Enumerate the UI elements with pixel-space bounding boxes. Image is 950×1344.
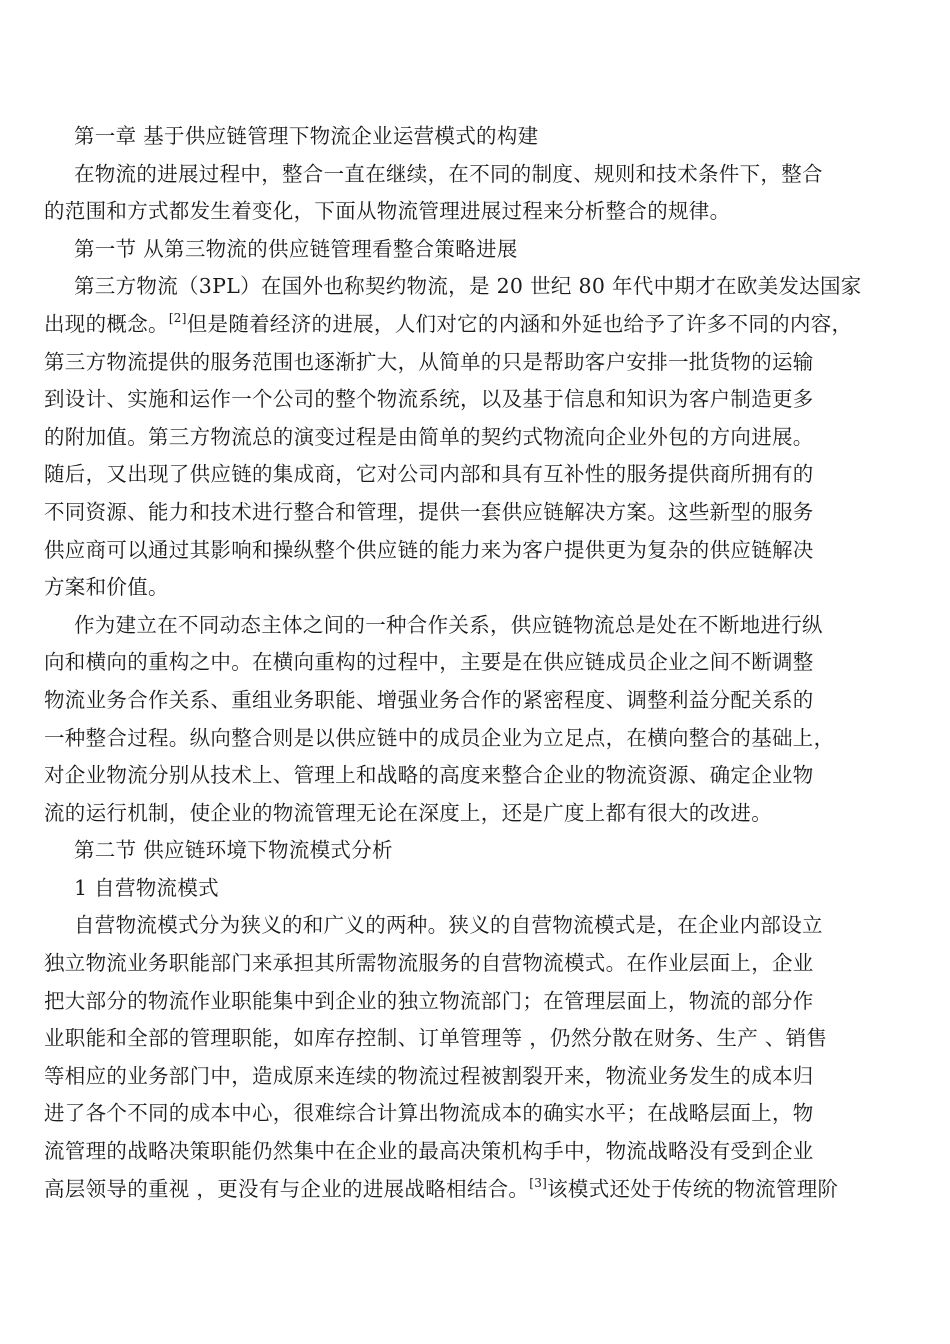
text-line xyxy=(44,870,914,908)
citation-marker: [3] xyxy=(529,1175,548,1190)
line-text: 进了各个不同的成本中心，很难综合计算出物流成本的确实水平；在战略层面上，物 xyxy=(44,1101,814,1126)
line-text: 对企业物流分别从技术上、管理上和战略的高度来整合企业的物流资源、确定企业物 xyxy=(44,763,814,788)
text-line xyxy=(44,607,914,645)
text-line xyxy=(44,569,914,607)
text-line xyxy=(44,1095,914,1133)
line-text: 向和横向的重构之中。在横向重构的过程中，主要是在供应链成员企业之间不断调整 xyxy=(44,650,814,675)
text-line xyxy=(44,156,914,194)
line-text: 第一章 基于供应链管理下物流企业运营模式的构建 xyxy=(74,124,539,148)
line-text: 第三方物流提供的服务范围也逐渐扩大，从简单的只是帮助客户安排一批货物的运输 xyxy=(44,349,814,374)
line-text: 的附加值。第三方物流总的演变过程是由简单的契约式物流向企业外包的方向进展。 xyxy=(44,424,814,449)
line-text: 独立物流业务职能部门来承担其所需物流服务的自营物流模式。在作业层面上，企业 xyxy=(44,951,814,976)
line-text: 方案和价值。 xyxy=(44,575,169,600)
text-line xyxy=(44,757,914,795)
line-text: 在物流的进展过程中，整合一直在继续，在不同的制度、规则和技术条件下，整合 xyxy=(74,161,823,186)
text-line xyxy=(44,494,914,532)
line-text-continued: 该模式还处于传统的物流管理阶 xyxy=(547,1176,839,1201)
text-line xyxy=(44,306,914,344)
text-line xyxy=(44,945,914,983)
line-text: 随后，又出现了供应链的集成商，它对公司内部和具有互补性的服务提供商所拥有的 xyxy=(44,462,814,487)
document-page xyxy=(44,118,914,1208)
text-line xyxy=(44,193,914,231)
line-text: 物流业务合作关系、重组业务职能、增强业务合作的紧密程度、调整利益分配关系的 xyxy=(44,687,814,712)
line-text: 第一节 从第三物流的供应链管理看整合策略进展 xyxy=(74,236,518,261)
text-line xyxy=(44,644,914,682)
text-line xyxy=(44,795,914,833)
citation-marker: [2] xyxy=(168,310,187,325)
text-line xyxy=(44,1133,914,1171)
text-line xyxy=(44,720,914,758)
line-text: 第三方物流（3PL）在国外也称契约物流，是 20 世纪 80 年代中期才在欧美发达国家 xyxy=(74,274,862,299)
text-line xyxy=(44,1171,914,1209)
line-text: 业职能和全部的管理职能，如库存控制、订单管理等 ，仍然分散在财务、生产 、销售 xyxy=(44,1026,828,1051)
line-text-continued: 但是随着经济的进展，人们对它的内涵和外延也给予了许多不同的内容， xyxy=(186,311,853,336)
line-text: 流管理的战略决策职能仍然集中在企业的最高决策机构手中，物流战略没有受到企业 xyxy=(44,1139,814,1164)
line-text: 流的运行机制，使企业的物流管理无论在深度上，还是广度上都有很大的改进。 xyxy=(44,800,772,825)
line-text: 到设计、实施和运作一个公司的整个物流系统，以及基于信息和知识为客户制造更多 xyxy=(44,387,814,412)
line-text: 等相应的业务部门中，造成原来连续的物流过程被割裂开来，物流业务发生的成本归 xyxy=(44,1063,814,1088)
line-text: 的范围和方式都发生着变化，下面从物流管理进展过程来分析整合的规律。 xyxy=(44,199,731,224)
text-line xyxy=(44,532,914,570)
line-text: 作为建立在不同动态主体之间的一种合作关系，供应链物流总是处在不断地进行纵 xyxy=(74,612,823,637)
line-text: 第二节 供应链环境下物流模式分析 xyxy=(74,838,393,863)
line-text: 一种整合过程。纵向整合则是以供应链中的成员企业为立足点，在横向整合的基础上， xyxy=(44,725,835,750)
text-line xyxy=(44,381,914,419)
text-line xyxy=(44,118,914,156)
line-text: 供应商可以通过其影响和操纵整个供应链的能力来为客户提供更为复杂的供应链解决 xyxy=(44,537,814,562)
text-line xyxy=(44,231,914,269)
line-text: 高层领导的重视 ，更没有与企业的进展战略相结合。 xyxy=(44,1176,530,1201)
text-line xyxy=(44,344,914,382)
line-text: 自营物流模式分为狭义的和广义的两种。狭义的自营物流模式是，在企业内部设立 xyxy=(74,913,823,938)
line-text: 不同资源、能力和技术进行整合和管理，提供一套供应链解决方案。这些新型的服务 xyxy=(44,499,814,524)
text-line xyxy=(44,419,914,457)
line-text: 出现的概念。 xyxy=(44,311,169,336)
text-line xyxy=(44,1058,914,1096)
text-line xyxy=(44,832,914,870)
text-line xyxy=(44,1020,914,1058)
line-text: 1 自营物流模式 xyxy=(74,875,219,900)
text-line xyxy=(44,268,914,306)
line-text: 把大部分的物流作业职能集中到企业的独立物流部门；在管理层面上，物流的部分作 xyxy=(44,988,814,1013)
text-line xyxy=(44,983,914,1021)
text-line xyxy=(44,456,914,494)
text-line xyxy=(44,682,914,720)
text-line xyxy=(44,907,914,945)
